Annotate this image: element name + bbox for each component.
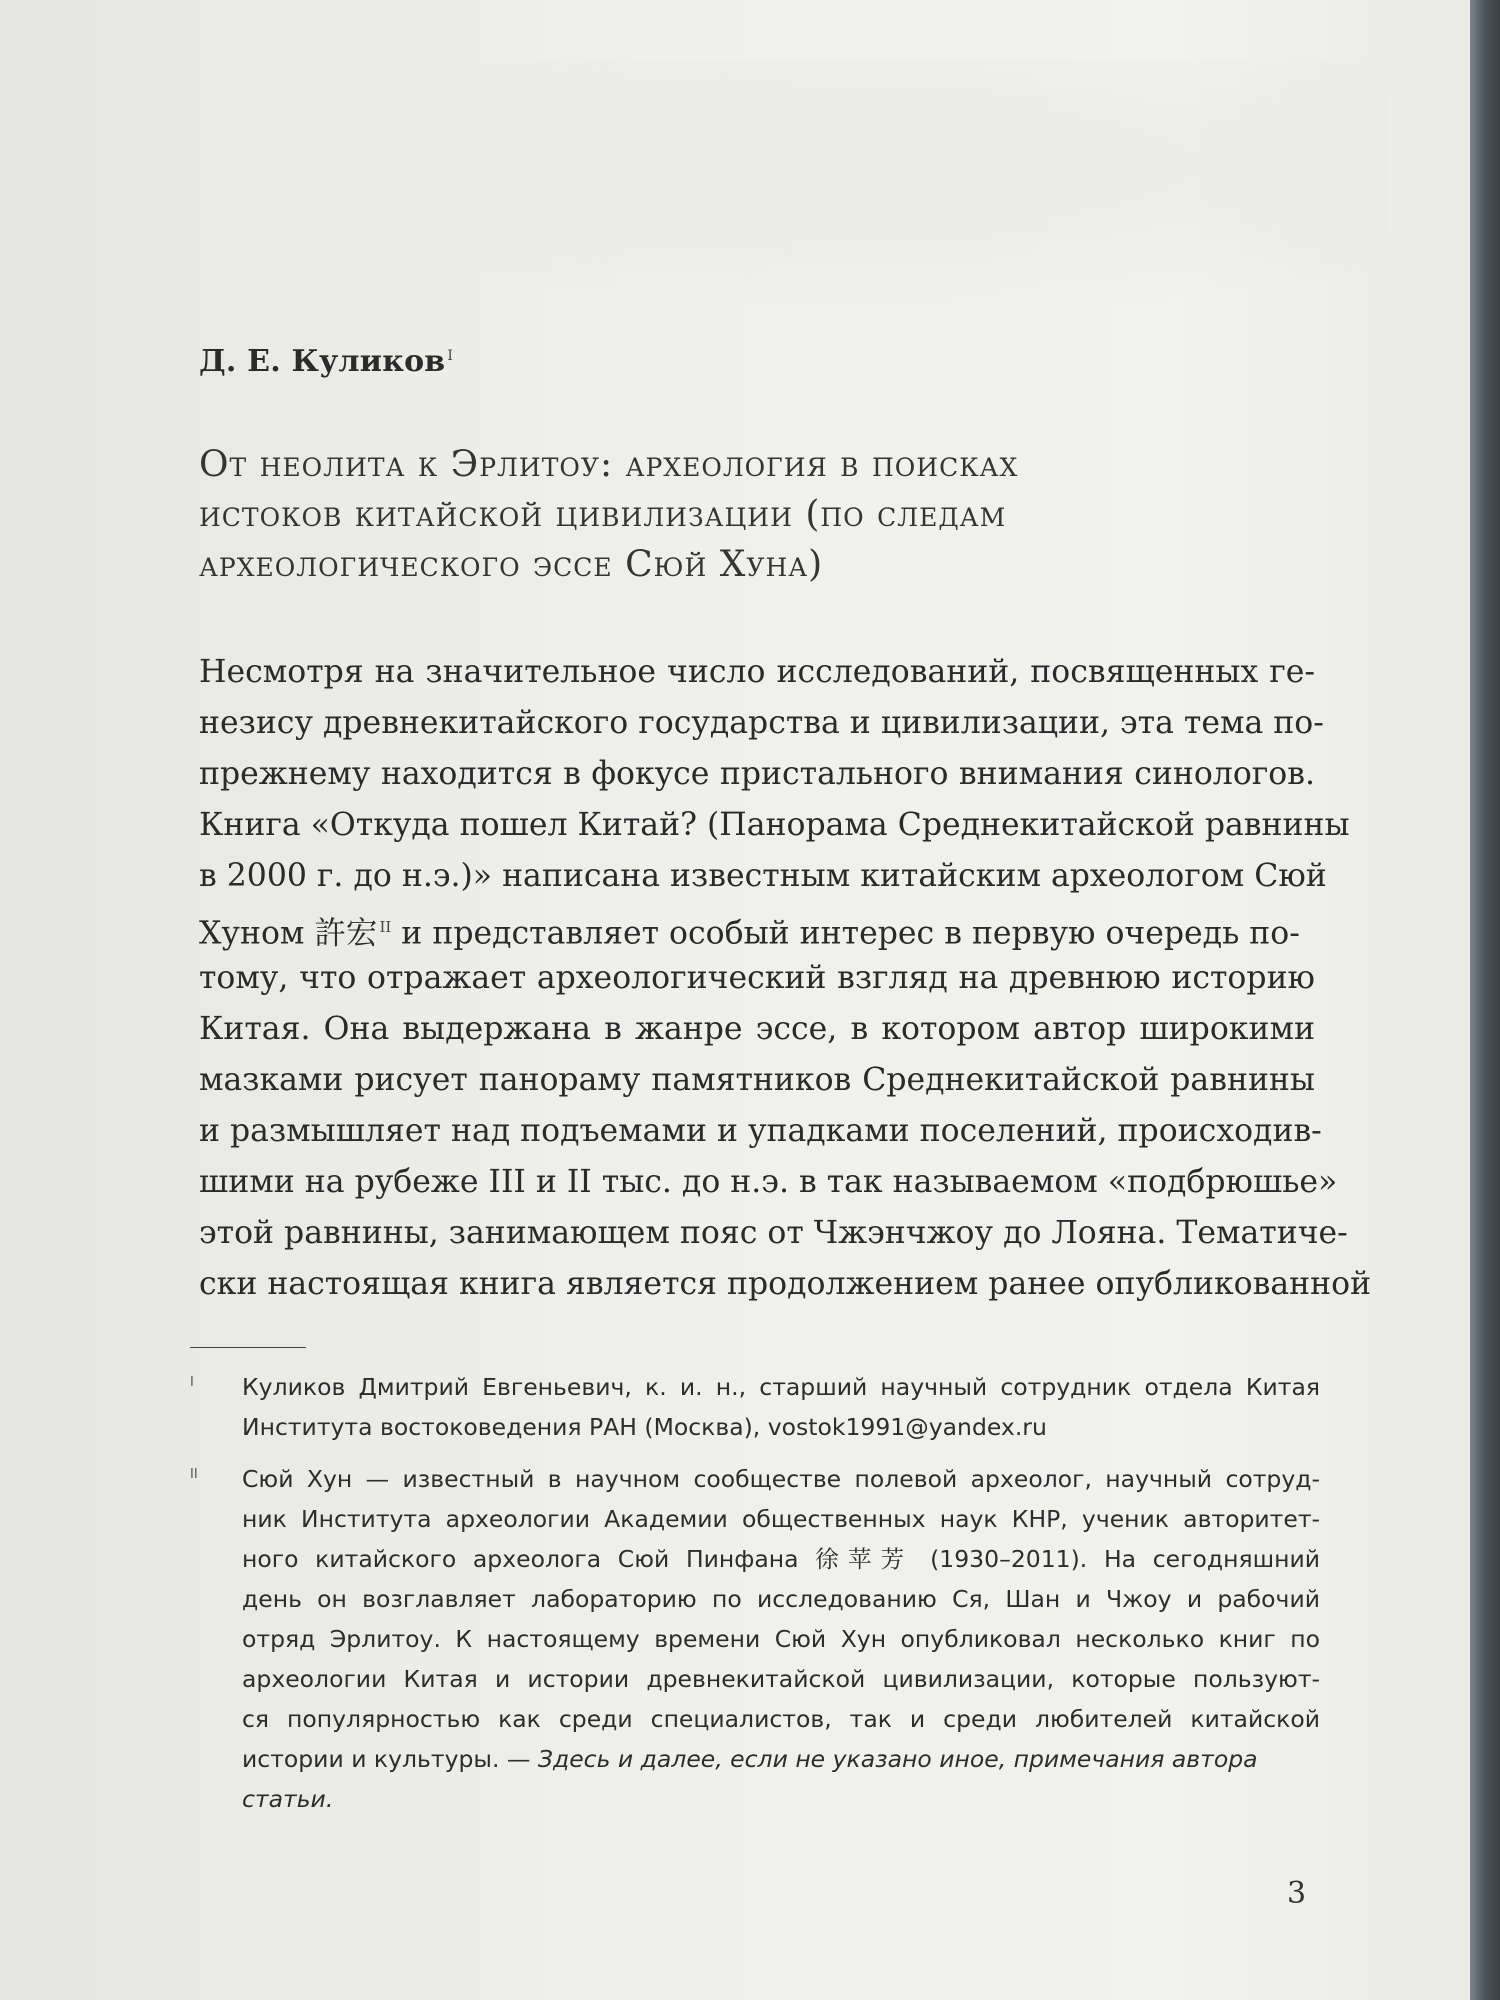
body-line-with-note [199,902,1315,953]
footnote-italic-end: статьи. [242,1785,334,1813]
footnote-line: ся популярностью как среди специалистов, так и среди любителей китайской [242,1705,1320,1733]
body-line: этой равнины, занимающем пояс от Чжэнчжоу до Лояна. Тематиче- [199,1215,1348,1251]
body-line: тому, что отражает археологический взгляд на древнюю историю [199,960,1315,996]
title-line: истоков китайской цивилизации (по следам [199,494,1007,535]
footnote-line: отряд Эрлитоу. К настоящему времени Сюй Хун опубликовал несколько книг по [242,1625,1320,1653]
body-line: Несмотря на значительное число исследований, посвященных ге- [199,654,1315,690]
body-line: Китая. Она выдержана в жанре эссе, в котором автор широкими [199,1011,1315,1047]
page-edge [1470,0,1500,2000]
show-through-shadow [190,60,1390,320]
body-line: ски настоящая книга является продолжением ранее опубликованной [199,1266,1372,1302]
footnote-line: ник Института археологии Академии общественных наук КНР, ученик авторитет- [242,1505,1320,1533]
footnote-line: Института востоковедения РАН (Москва), vostok1991@yandex.ru [242,1413,1047,1441]
footnote-line-start: истории и культуры. [242,1745,507,1773]
footnote-line: день он возглавляет лабораторию по исследованию Ся, Шан и Чжоу и рабочий [242,1585,1320,1613]
footnote-line: ного китайского археолога Сюй Пинфана 徐苹芳 (1930–2011). На сегодняшний [242,1545,1320,1573]
body-line: шими на рубеже III и II тыс. до н.э. в так называемом «подбрюшье» [199,1164,1338,1200]
body-line: Книга «Откуда пошел Китай? (Панорама Среднекитайской равнины [199,807,1350,843]
author-footnote-marker: I [447,348,454,364]
footnote-marker: II [190,1467,198,1482]
author-name [199,344,453,379]
footnote-divider [190,1347,306,1348]
footnote-ref-marker: II [379,918,392,936]
article-title [199,440,1349,590]
footnote-line: Куликов Дмитрий Евгеньевич, к. и. н., старший научный сотрудник отдела Китая [242,1373,1320,1401]
body-line-rest: и представляет особый интерес в первую очередь по- [391,915,1300,952]
footnote-marker: I [190,1375,194,1390]
body-line: незису древнекитайского государства и цивилизации, эта тема по- [199,705,1324,741]
title-line: археологического эссе Сюй Хуна) [199,544,824,585]
title-line: От неолита к Эрлитоу: археология в поисках [199,444,1019,485]
footnote-line: Сюй Хун — известный в научном сообществе полевой археолог, научный сотруд- [242,1465,1320,1493]
footnote-text [242,1367,1320,1447]
footnote-line [242,1739,1320,1779]
body-line: мазками рисует панораму памятников Среднекитайской равнины [199,1062,1315,1098]
body-line-start: Хуном 許宏 [199,915,378,952]
body-line: и размышляет над подъемами и упадками поселений, происходив- [199,1113,1322,1149]
body-line: прежнему находится в фокусе пристального внимания синологов. [199,756,1315,792]
author-name-text: Д. Е. Куликов [199,344,446,379]
footnote-line: археологии Китая и истории древнекитайской цивилизации, которые пользуют- [242,1665,1320,1693]
body-line: в 2000 г. до н.э.)» написана известным китайским археологом Сюй [199,858,1327,894]
page-number: 3 [1287,1876,1307,1911]
body-text [199,647,1372,1310]
footnote-text [242,1459,1320,1819]
footnote-italic-note: — Здесь и далее, если не указано иное, примечания автора [506,1745,1258,1773]
